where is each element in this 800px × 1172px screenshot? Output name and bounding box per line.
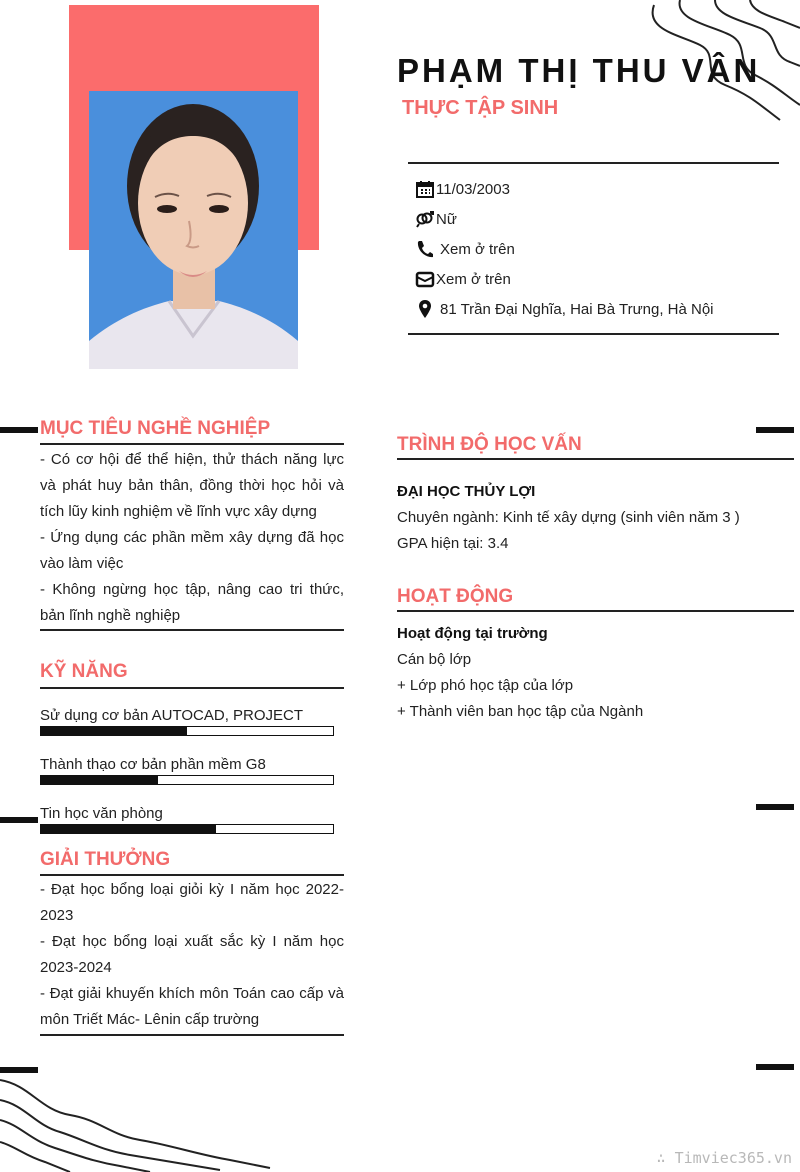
skill-bar	[40, 775, 334, 785]
school-name: ĐẠI HỌC THỦY LỢI	[397, 483, 536, 500]
divider	[397, 458, 794, 460]
phone-row	[414, 238, 515, 260]
divider	[40, 1034, 344, 1036]
activity-line: Cán bộ lớp	[397, 651, 472, 668]
personal-info-box	[408, 162, 779, 335]
decorative-dash	[756, 804, 794, 810]
divider	[40, 687, 344, 689]
job-title: THỰC TẬP SINH	[402, 97, 559, 119]
objective-title: MỤC TIÊU NGHỀ NGHIỆP	[40, 418, 271, 439]
divider	[397, 610, 794, 612]
address-value: 81 Trần Đại Nghĩa, Hai Bà Trưng, Hà Nội	[440, 300, 714, 318]
award-line: - Đạt giải khuyến khích môn Toán cao cấp và môn Triết Mác- Lênin cấp trường	[40, 985, 344, 1028]
award-line: - Đạt học bổng loại xuất sắc kỳ I năm học 2023-2024	[40, 933, 344, 976]
decorative-dash	[756, 427, 794, 433]
email-value: Xem ở trên	[436, 270, 511, 288]
skill-label: Sử dụng cơ bản AUTOCAD, PROJECT	[40, 707, 304, 724]
decorative-dash	[0, 817, 38, 823]
decorative-dash	[756, 1064, 794, 1070]
decorative-dash	[0, 1067, 38, 1073]
award-line: - Đạt học bổng loại giỏi kỳ I năm học 2022-2023	[40, 881, 344, 924]
activities-title: HOẠT ĐỘNG	[397, 586, 514, 607]
location-pin-icon	[414, 299, 436, 319]
divider	[40, 629, 344, 631]
skill-bar	[40, 726, 334, 736]
gender-row	[414, 208, 457, 230]
phone-value: Xem ở trên	[440, 240, 515, 258]
candidate-name: PHẠM THỊ THU VÂN	[397, 52, 761, 89]
major: Chuyên ngành: Kinh tế xây dựng (sinh viên năm 3 )	[397, 509, 740, 526]
decorative-dash	[0, 427, 38, 433]
profile-photo	[89, 91, 298, 369]
activity-line: + Lớp phó học tập của lớp	[397, 677, 574, 694]
skill-bar-fill	[41, 825, 216, 833]
birthdate-row	[414, 178, 510, 200]
skill-bar	[40, 824, 334, 834]
objective-content	[40, 447, 344, 629]
objective-line: - Có cơ hội để thể hiện, thử thách năng lực và phát huy bản thân, đồng thời học hỏi và tích lũy kinh nghiệm về lĩnh vực xây dựng	[40, 451, 344, 520]
birthdate-value: 11/03/2003	[436, 180, 510, 198]
phone-icon	[414, 239, 436, 259]
skill-label: Tin học văn phòng	[40, 805, 163, 822]
skills-title: KỸ NĂNG	[40, 661, 128, 682]
email-row	[414, 268, 511, 290]
objective-line: - Không ngừng học tập, nâng cao tri thức, bản lĩnh nghề nghiệp	[40, 581, 344, 624]
gpa: GPA hiện tại: 3.4	[397, 535, 509, 552]
objective-line: - Ứng dụng các phần mềm xây dựng đã học vào làm việc	[40, 529, 344, 572]
activities-heading: Hoạt động tại trường	[397, 625, 548, 642]
divider	[40, 443, 344, 445]
gender-icon	[414, 209, 436, 229]
address-row	[414, 298, 714, 320]
watermark: ∴ Timviec365.vn	[656, 1149, 792, 1167]
awards-content	[40, 877, 344, 1033]
education-title: TRÌNH ĐỘ HỌC VẤN	[397, 434, 582, 455]
skill-label: Thành thạo cơ bản phần mềm G8	[40, 756, 266, 773]
activity-line: + Thành viên ban học tập của Ngành	[397, 703, 644, 720]
divider	[40, 874, 344, 876]
watermark-text: Timviec365.vn	[674, 1149, 792, 1167]
decorative-waves-bottom	[0, 1070, 280, 1172]
skill-bar-fill	[41, 727, 187, 735]
email-icon	[414, 269, 436, 289]
gender-value: Nữ	[436, 210, 457, 228]
skill-bar-fill	[41, 776, 158, 784]
awards-title: GIẢI THƯỞNG	[40, 849, 171, 870]
calendar-icon	[414, 179, 436, 199]
